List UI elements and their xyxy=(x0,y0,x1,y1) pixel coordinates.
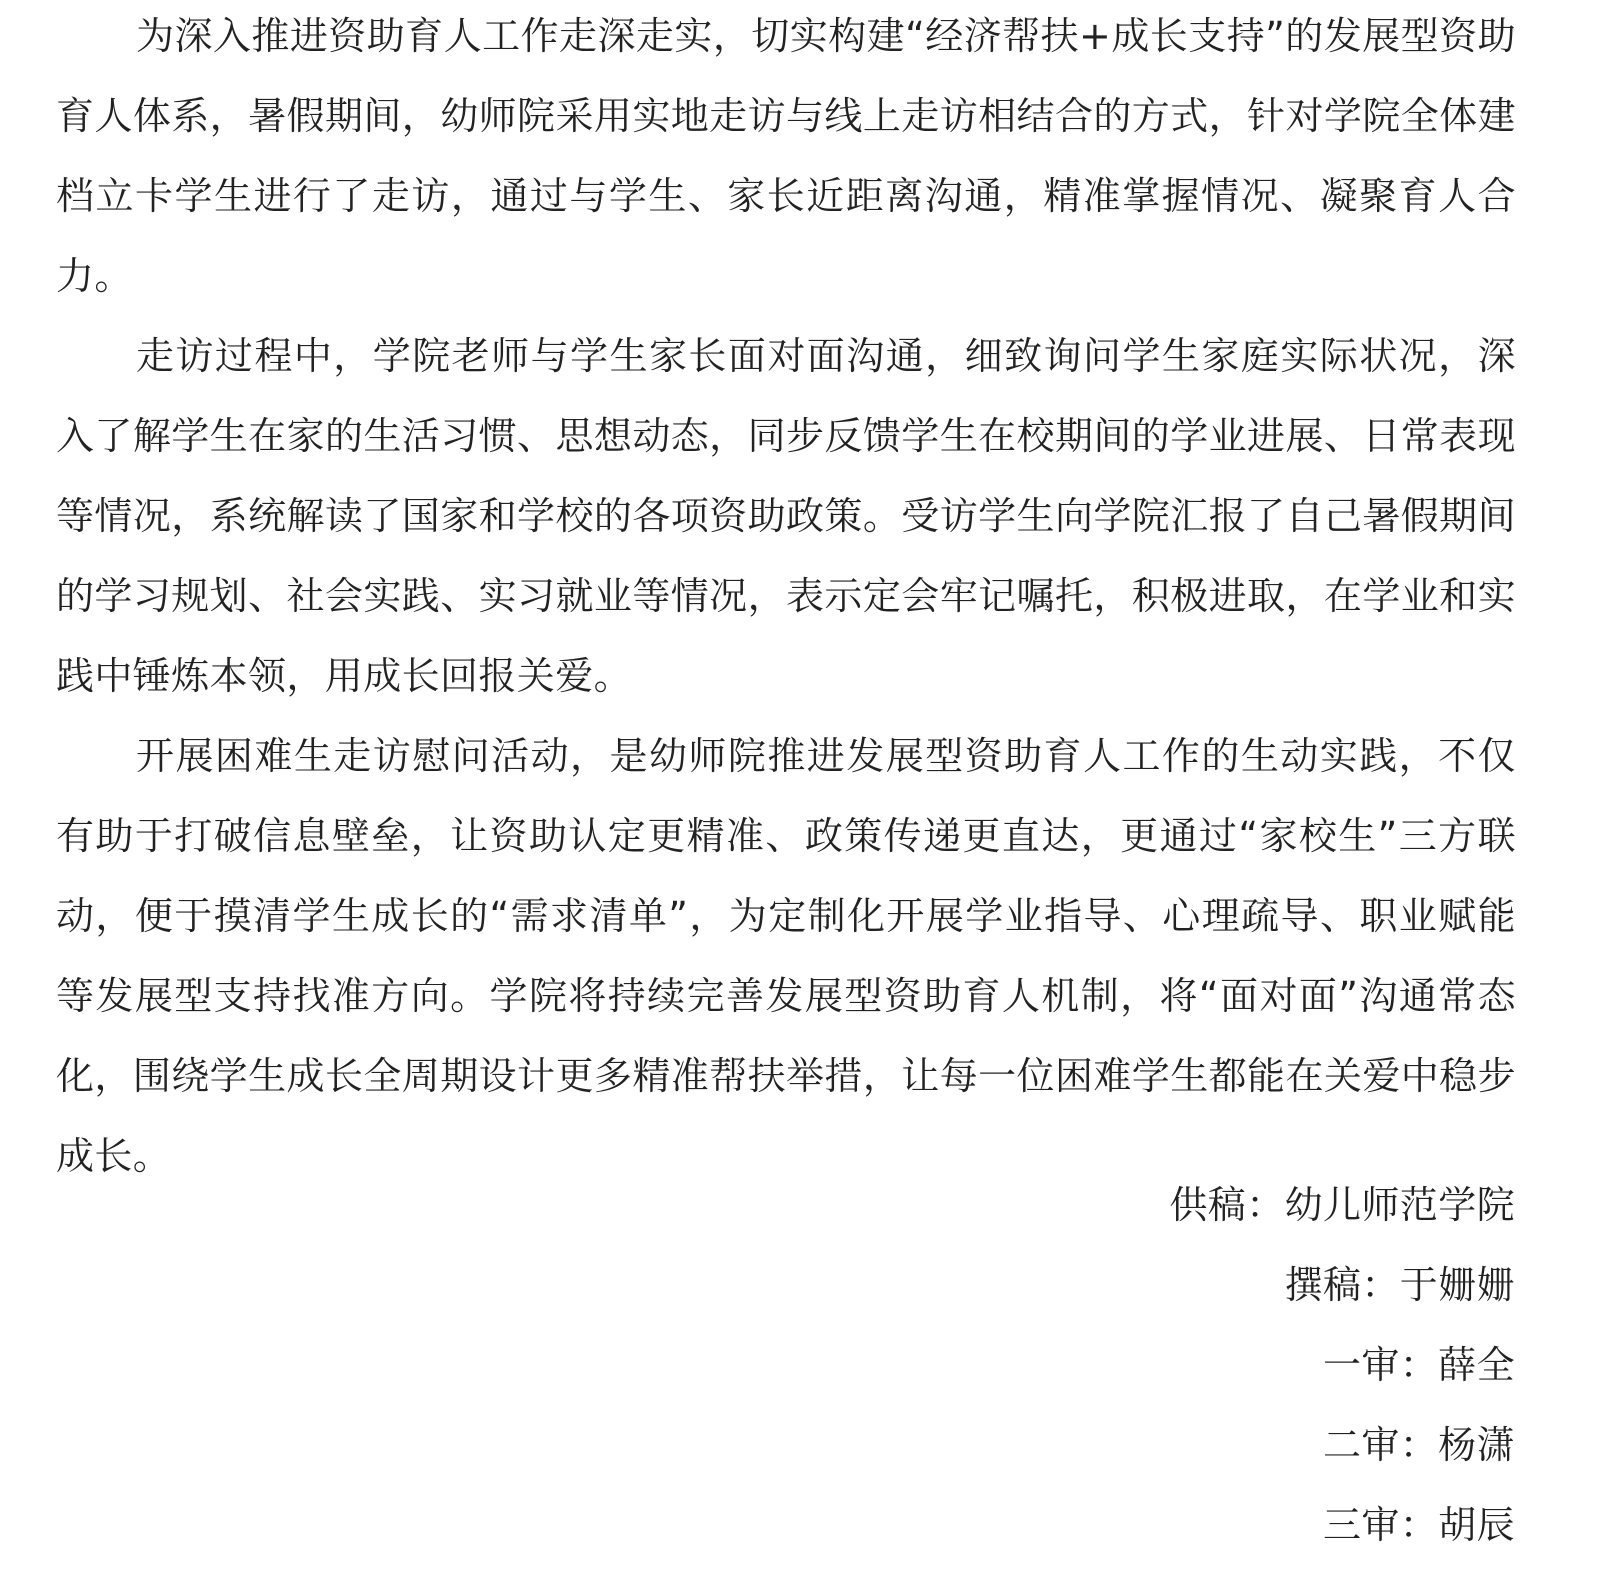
credit-third-review: 三审：胡辰 xyxy=(1322,1503,1515,1547)
credits-block xyxy=(1169,1165,1515,1565)
credit-contributor: 供稿：幼儿师范学院 xyxy=(1169,1183,1515,1227)
credit-first-review: 一审：薛全 xyxy=(1322,1343,1515,1387)
paragraph-intro: 为深入推进资助育人工作走深走实，切实构建“经济帮扶+成长支持”的发展型资助育人体系，暑假期间，幼师院采用实地走访与线上走访相结合的方式，针对学院全体建档立卡学生进行了走访，通过与学生、家长近距离沟通，精准掌握情况、凝聚育人合力。 xyxy=(56,14,1516,298)
credit-second-review: 二审：杨潇 xyxy=(1322,1423,1515,1467)
paragraph-significance: 开展困难生走访慰问活动，是幼师院推进发展型资助育人工作的生动实践，不仅有助于打破信息壁垒，让资助认定更精准、政策传递更直达，更通过“家校生”三方联动，便于摸清学生成长的“需求清单”，为定制化开展学业指导、心理疏导、职业赋能等发展型支持找准方向。学院将持续完善发展型资助育人机制，将“面对面”沟通常态化，围绕学生成长全周期设计更多精准帮扶举措，让每一位困难学生都能在关爱中稳步成长。 xyxy=(56,734,1516,1178)
credit-writer: 撰稿：于姗姗 xyxy=(1284,1263,1515,1307)
paragraph-visit-process: 走访过程中，学院老师与学生家长面对面沟通，细致询问学生家庭实际状况，深入了解学生在家的生活习惯、思想动态，同步反馈学生在校期间的学业进展、日常表现等情况，系统解读了国家和学校的各项资助政策。受访学生向学院汇报了自己暑假期间的学习规划、社会实践、实习就业等情况，表示定会牢记嘱托，积极进取，在学业和实践中锤炼本领，用成长回报关爱。 xyxy=(56,334,1516,698)
